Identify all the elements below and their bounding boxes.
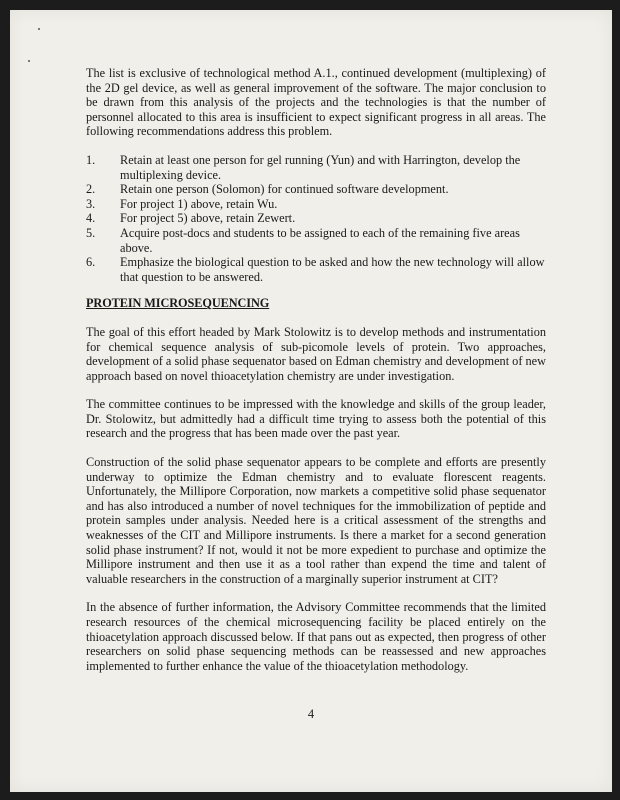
list-item-number: 4. xyxy=(86,211,96,226)
list-item xyxy=(86,182,546,197)
list-item-text: Retain one person (Solomon) for continued software development. xyxy=(120,182,449,197)
list-item xyxy=(86,197,546,212)
scan-speck xyxy=(28,60,30,62)
list-item-text: For project 5) above, retain Zewert. xyxy=(120,211,296,226)
body-paragraph-committee: The committee continues to be impressed with the knowledge and skills of the group leader, Dr. Stolowitz, but admittedly had a difficult time trying to assess both the potential of this research and the progress that has been made over the past year. xyxy=(86,397,546,441)
list-item xyxy=(86,226,546,255)
list-item-number: 6. xyxy=(86,255,96,270)
list-item-number: 3. xyxy=(86,196,96,211)
list-item-text: Emphasize the biological question to be asked and how the new technology will allow that question to be answered. xyxy=(120,255,545,284)
body-paragraph-construction: Construction of the solid phase sequenator appears to be complete and efforts are presently underway to optimize the Edman chemistry and to evaluate florescent reagents. Unfortunately, the Millipore Corporation, now markets a competitive solid phase sequenator and has also introduced a number of novel techniques for the immobilization of peptide and protein samples under analysis. Needed here is a critical assessment of the strengths and weaknesses of the CIT and Millipore instruments. Is there a market for a second generation solid phase instrument? If not, would it not be more expedient to purchase and optimize the Millipore instrument and then use it as a tool rather than expend the time and talent of valuable researchers in the construction of a marginally superior instrument at CIT? xyxy=(86,455,546,586)
page-number: 4 xyxy=(307,707,315,721)
list-item-text: For project 1) above, retain Wu. xyxy=(120,196,278,211)
body-paragraph-recommendation: In the absence of further information, the Advisory Committee recommends that the limited research resources of the chemical microsequencing facility be placed entirely on the thioacetylation approach discussed below. If that pans out as expected, then progress of other researchers on solid phase sequencing methods can be reassessed and new approaches implemented to further enhance the value of the thioacetylation methodology. xyxy=(86,600,546,673)
section-heading: PROTEIN MICROSEQUENCING xyxy=(86,296,270,311)
list-item xyxy=(86,153,546,182)
list-item xyxy=(86,255,546,284)
body-paragraph-goal: The goal of this effort headed by Mark Stolowitz is to develop methods and instrumentation for chemical sequence analysis of sub-picomole levels of protein. Two approaches, development of a solid phase sequenator based on Edman chemistry and development of new approach based on novel thioacetylation chemistry are under investigation. xyxy=(86,324,546,383)
scan-speck xyxy=(38,28,40,30)
list-item-text: Acquire post-docs and students to be assigned to each of the remaining five areas above. xyxy=(120,225,520,255)
list-item-number: 2. xyxy=(86,182,96,197)
list-item-number: 1. xyxy=(86,152,96,167)
list-item-number: 5. xyxy=(86,225,96,240)
list-item-text: Retain at least one person for gel running (Yun) and with Harrington, develop the multiplexing device. xyxy=(120,152,521,182)
document-page xyxy=(10,10,612,792)
recommendations-list xyxy=(86,153,546,284)
list-item xyxy=(86,211,546,226)
intro-paragraph: The list is exclusive of technological method A.1., continued development (multiplexing) of the 2D gel device, as well as general improvement of the software. The major conclusion to be drawn from this analysis of the projects and the technologies is that the number of personnel allocated to this area is insufficient to expect significant progress in all areas. The following recommendations address this problem. xyxy=(86,66,546,139)
page-content xyxy=(86,66,546,687)
